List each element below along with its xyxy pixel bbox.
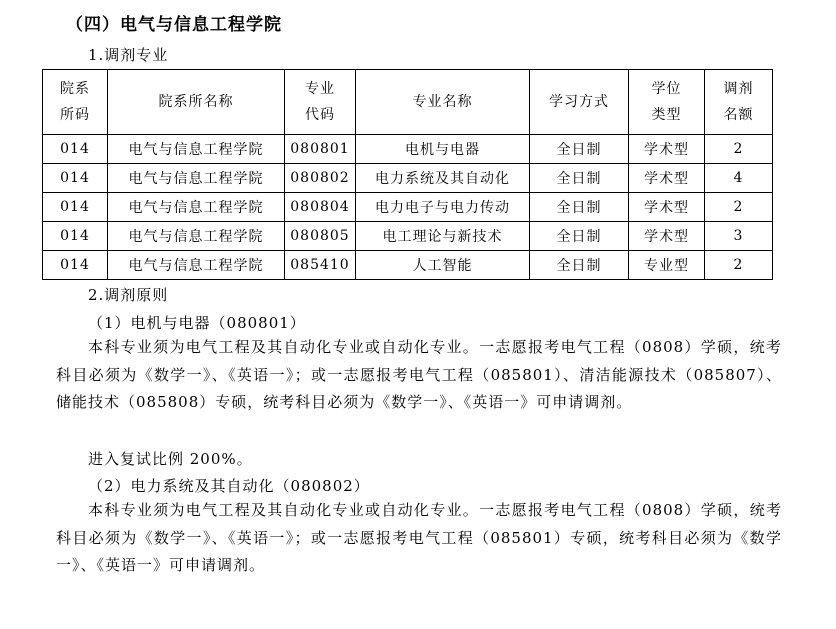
cell-study-mode: 全日制 [530,222,629,251]
cell-major-name: 电力电子与电力传动 [356,193,530,222]
cell-dept-name: 电气与信息工程学院 [108,135,285,164]
table-row [43,251,773,280]
cell-major-code: 080804 [285,193,356,222]
subheading-adjust-majors: 1.调剂专业 [88,46,169,64]
cell-dept-code: 014 [43,164,108,193]
header-dept-code: 院系 所码 [43,70,108,135]
cell-degree-type: 学术型 [629,135,705,164]
cell-quota: 2 [705,251,773,280]
cell-major-code: 080802 [285,164,356,193]
cell-study-mode: 全日制 [530,135,629,164]
cell-dept-name: 电气与信息工程学院 [108,222,285,251]
cell-dept-name: 电气与信息工程学院 [108,251,285,280]
header-degree-type: 学位 类型 [629,70,705,135]
cell-major-code: 085410 [285,251,356,280]
cell-major-name: 电工理论与新技术 [356,222,530,251]
cell-study-mode: 全日制 [530,164,629,193]
cell-degree-type: 学术型 [629,193,705,222]
header-quota: 调剂 名额 [705,70,773,135]
item1-title: （1）电机与电器（080801） [88,314,306,332]
header-dept-name: 院系所名称 [108,70,285,135]
table-row [43,193,773,222]
adjustment-table [42,69,773,280]
table-row [43,222,773,251]
cell-major-code: 080805 [285,222,356,251]
header-study-mode: 学习方式 [530,70,629,135]
item1-paragraph: 本科专业须为电气工程及其自动化专业或自动化专业。一志愿报考电气工程（0808）学硕，统考科目必须为《数学一》、《英语一》；或一志愿报考电气工程（085801）、清洁能源技术（085807）、储能技术（085808）专硕，统考科目必须为《数学一》、《英语一》可申请调剂。 [56,338,782,411]
cell-dept-code: 014 [43,135,108,164]
cell-quota: 2 [705,193,773,222]
cell-degree-type: 学术型 [629,222,705,251]
cell-major-name: 电力系统及其自动化 [356,164,530,193]
cell-quota: 3 [705,222,773,251]
header-major-name: 专业名称 [356,70,530,135]
cell-major-code: 080801 [285,135,356,164]
cell-degree-type: 专业型 [629,251,705,280]
cell-dept-code: 014 [43,251,108,280]
cell-quota: 4 [705,164,773,193]
cell-degree-type: 学术型 [629,164,705,193]
table-row [43,164,773,193]
header-major-code: 专业 代码 [285,70,356,135]
cell-dept-code: 014 [43,222,108,251]
section-title: （四）电气与信息工程学院 [66,15,282,35]
item2-title: （2）电力系统及其自动化（080802） [88,477,370,495]
cell-quota: 2 [705,135,773,164]
cell-major-name: 人工智能 [356,251,530,280]
table-row [43,135,773,164]
cell-study-mode: 全日制 [530,251,629,280]
item2-paragraph: 本科专业须为电气工程及其自动化专业或自动化专业。一志愿报考电气工程（0808）学硕，统考科目必须为《数学一》、《英语一》；或一志愿报考电气工程（085801）专硕，统考科目必须为《数学一》、《英语一》可申请调剂。 [56,501,782,574]
cell-dept-name: 电气与信息工程学院 [108,164,285,193]
cell-dept-name: 电气与信息工程学院 [108,193,285,222]
cell-study-mode: 全日制 [530,193,629,222]
item1-ratio: 进入复试比例 200%。 [88,450,253,468]
cell-dept-code: 014 [43,193,108,222]
cell-major-name: 电机与电器 [356,135,530,164]
table-header-row [43,70,773,135]
subheading-adjust-principles: 2.调剂原则 [88,286,169,304]
